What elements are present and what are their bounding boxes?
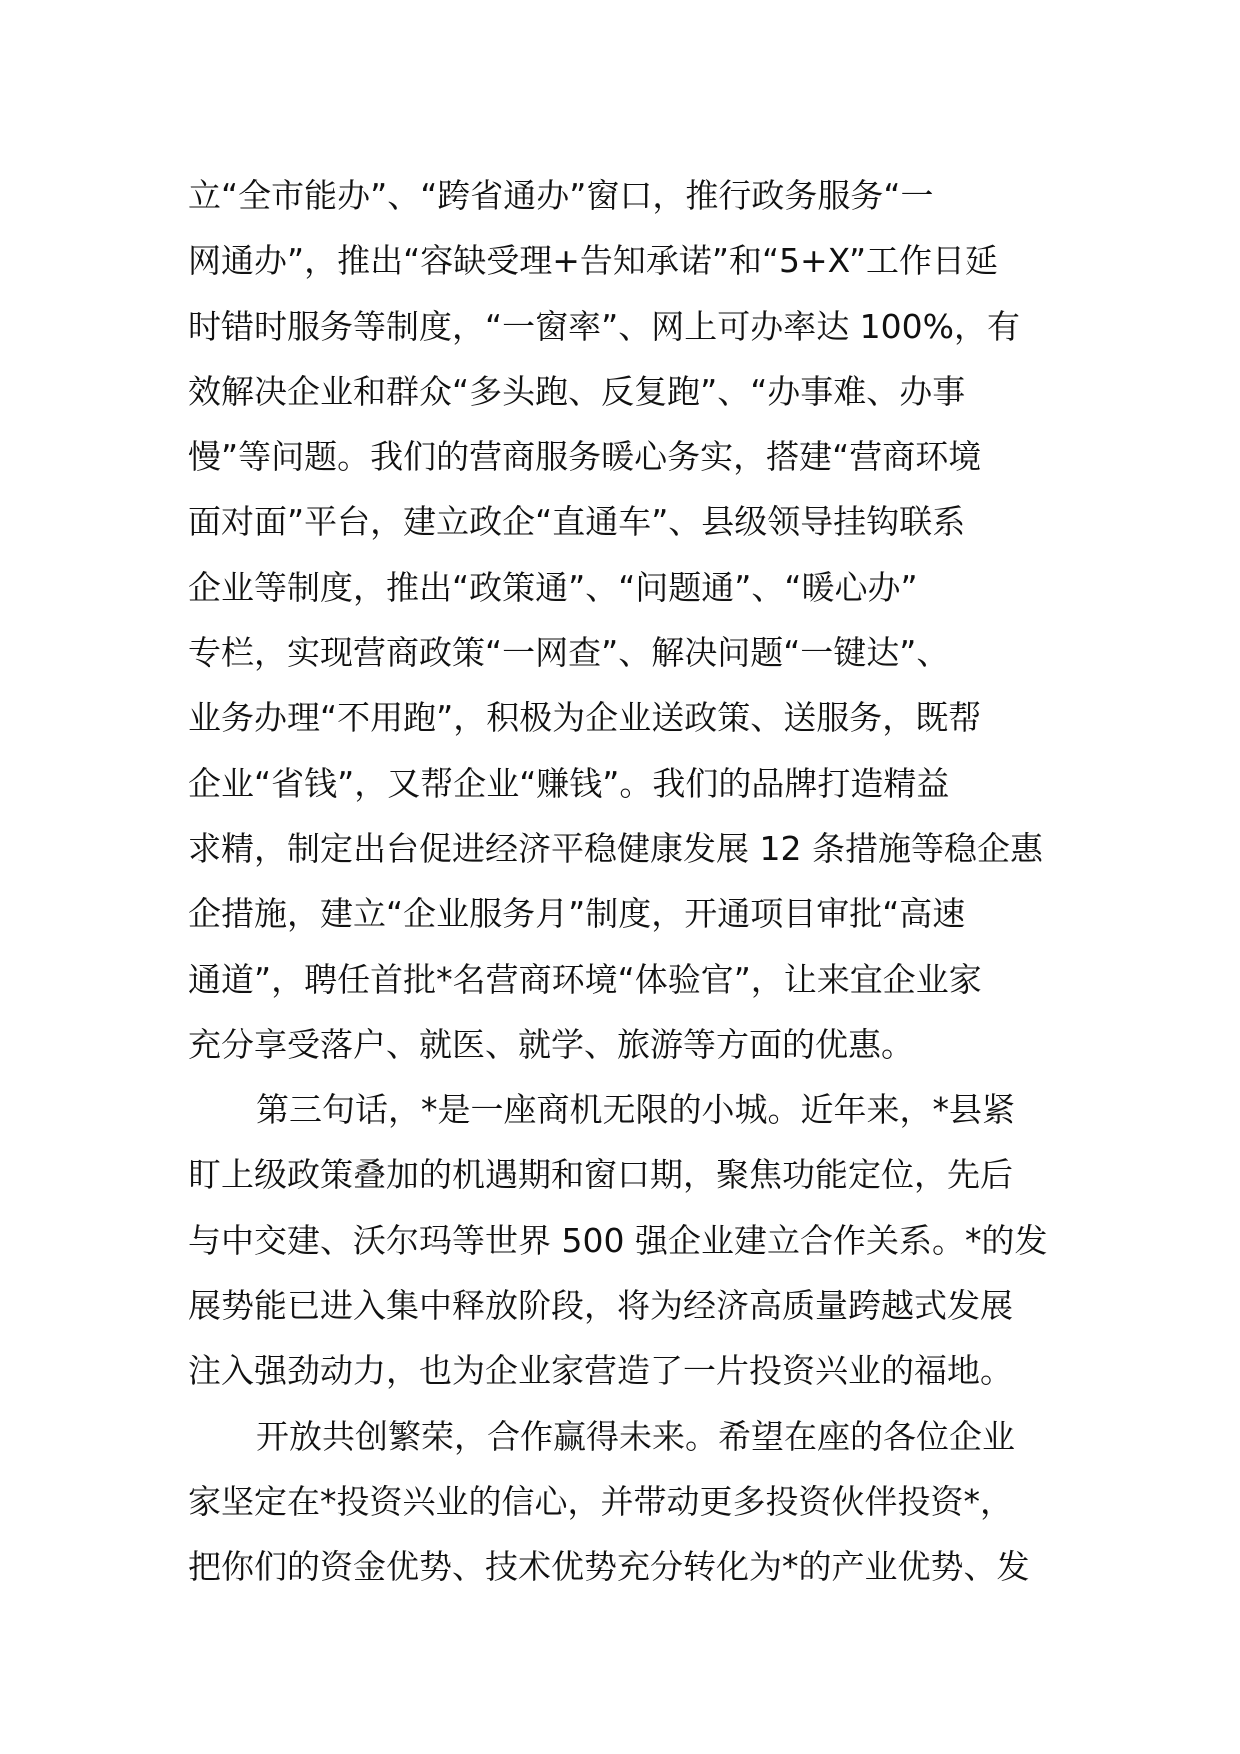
text-line: 时错时服务等制度，“一窗率”、网上可办率达 100%，有 bbox=[188, 306, 1021, 346]
body-text bbox=[188, 163, 1064, 1600]
text-line: 企业“省钱”，又帮企业“赚钱”。我们的品牌打造精益 bbox=[188, 763, 950, 803]
paragraph-start-line: 开放共创繁荣，合作赢得未来。希望在座的各位企业 bbox=[256, 1416, 1015, 1456]
text-line: 家坚定在*投资兴业的信心，并带动更多投资伙伴投资*， bbox=[188, 1481, 1013, 1521]
paragraph-start-line: 第三句话，*是一座商机无限的小城。近年来，*县紧 bbox=[256, 1090, 1015, 1130]
text-line: 盯上级政策叠加的机遇期和窗口期，聚焦功能定位，先后 bbox=[188, 1155, 1013, 1195]
text-line: 立“全市能办”、“跨省通办”窗口，推行政务服务“一 bbox=[188, 176, 934, 215]
text-line: 充分享受落户、就医、就学、旅游等方面的优惠。 bbox=[188, 1024, 914, 1064]
text-line: 展势能已进入集中释放阶段，将为经济高质量跨越式发展 bbox=[188, 1286, 1013, 1326]
text-line: 企措施，建立“企业服务月”制度，开通项目审批“高速 bbox=[188, 894, 966, 934]
text-line: 业务办理“不用跑”，积极为企业送政策、送服务，既帮 bbox=[188, 698, 982, 738]
text-line: 面对面”平台，建立政企“直通车”、县级领导挂钩联系 bbox=[188, 502, 966, 542]
text-line: 注入强劲动力，也为企业家营造了一片投资兴业的福地。 bbox=[188, 1351, 1013, 1391]
text-line: 把你们的资金优势、技术优势充分转化为*的产业优势、发 bbox=[188, 1547, 1030, 1587]
text-line: 通道”，聘任首批*名营商环境“体验官”，让来宜企业家 bbox=[188, 959, 982, 999]
text-line: 网通办”，推出“容缺受理+告知承诺”和“5+X”工作日延 bbox=[188, 241, 999, 281]
text-line: 慢”等问题。我们的营商服务暖心务实，搭建“营商环境 bbox=[188, 437, 982, 477]
text-line: 与中交建、沃尔玛等世界 500 强企业建立合作关系。*的发 bbox=[188, 1220, 1048, 1260]
text-line: 求精，制定出台促进经济平稳健康发展 12 条措施等稳企惠 bbox=[188, 828, 1043, 868]
text-line: 专栏，实现营商政策“一网查”、解决问题“一键达”、 bbox=[188, 633, 950, 673]
text-line: 企业等制度，推出“政策通”、“问题通”、“暖心办” bbox=[188, 567, 918, 607]
text-line: 效解决企业和群众“多头跑、反复跑”、“办事难、办事 bbox=[188, 371, 966, 411]
